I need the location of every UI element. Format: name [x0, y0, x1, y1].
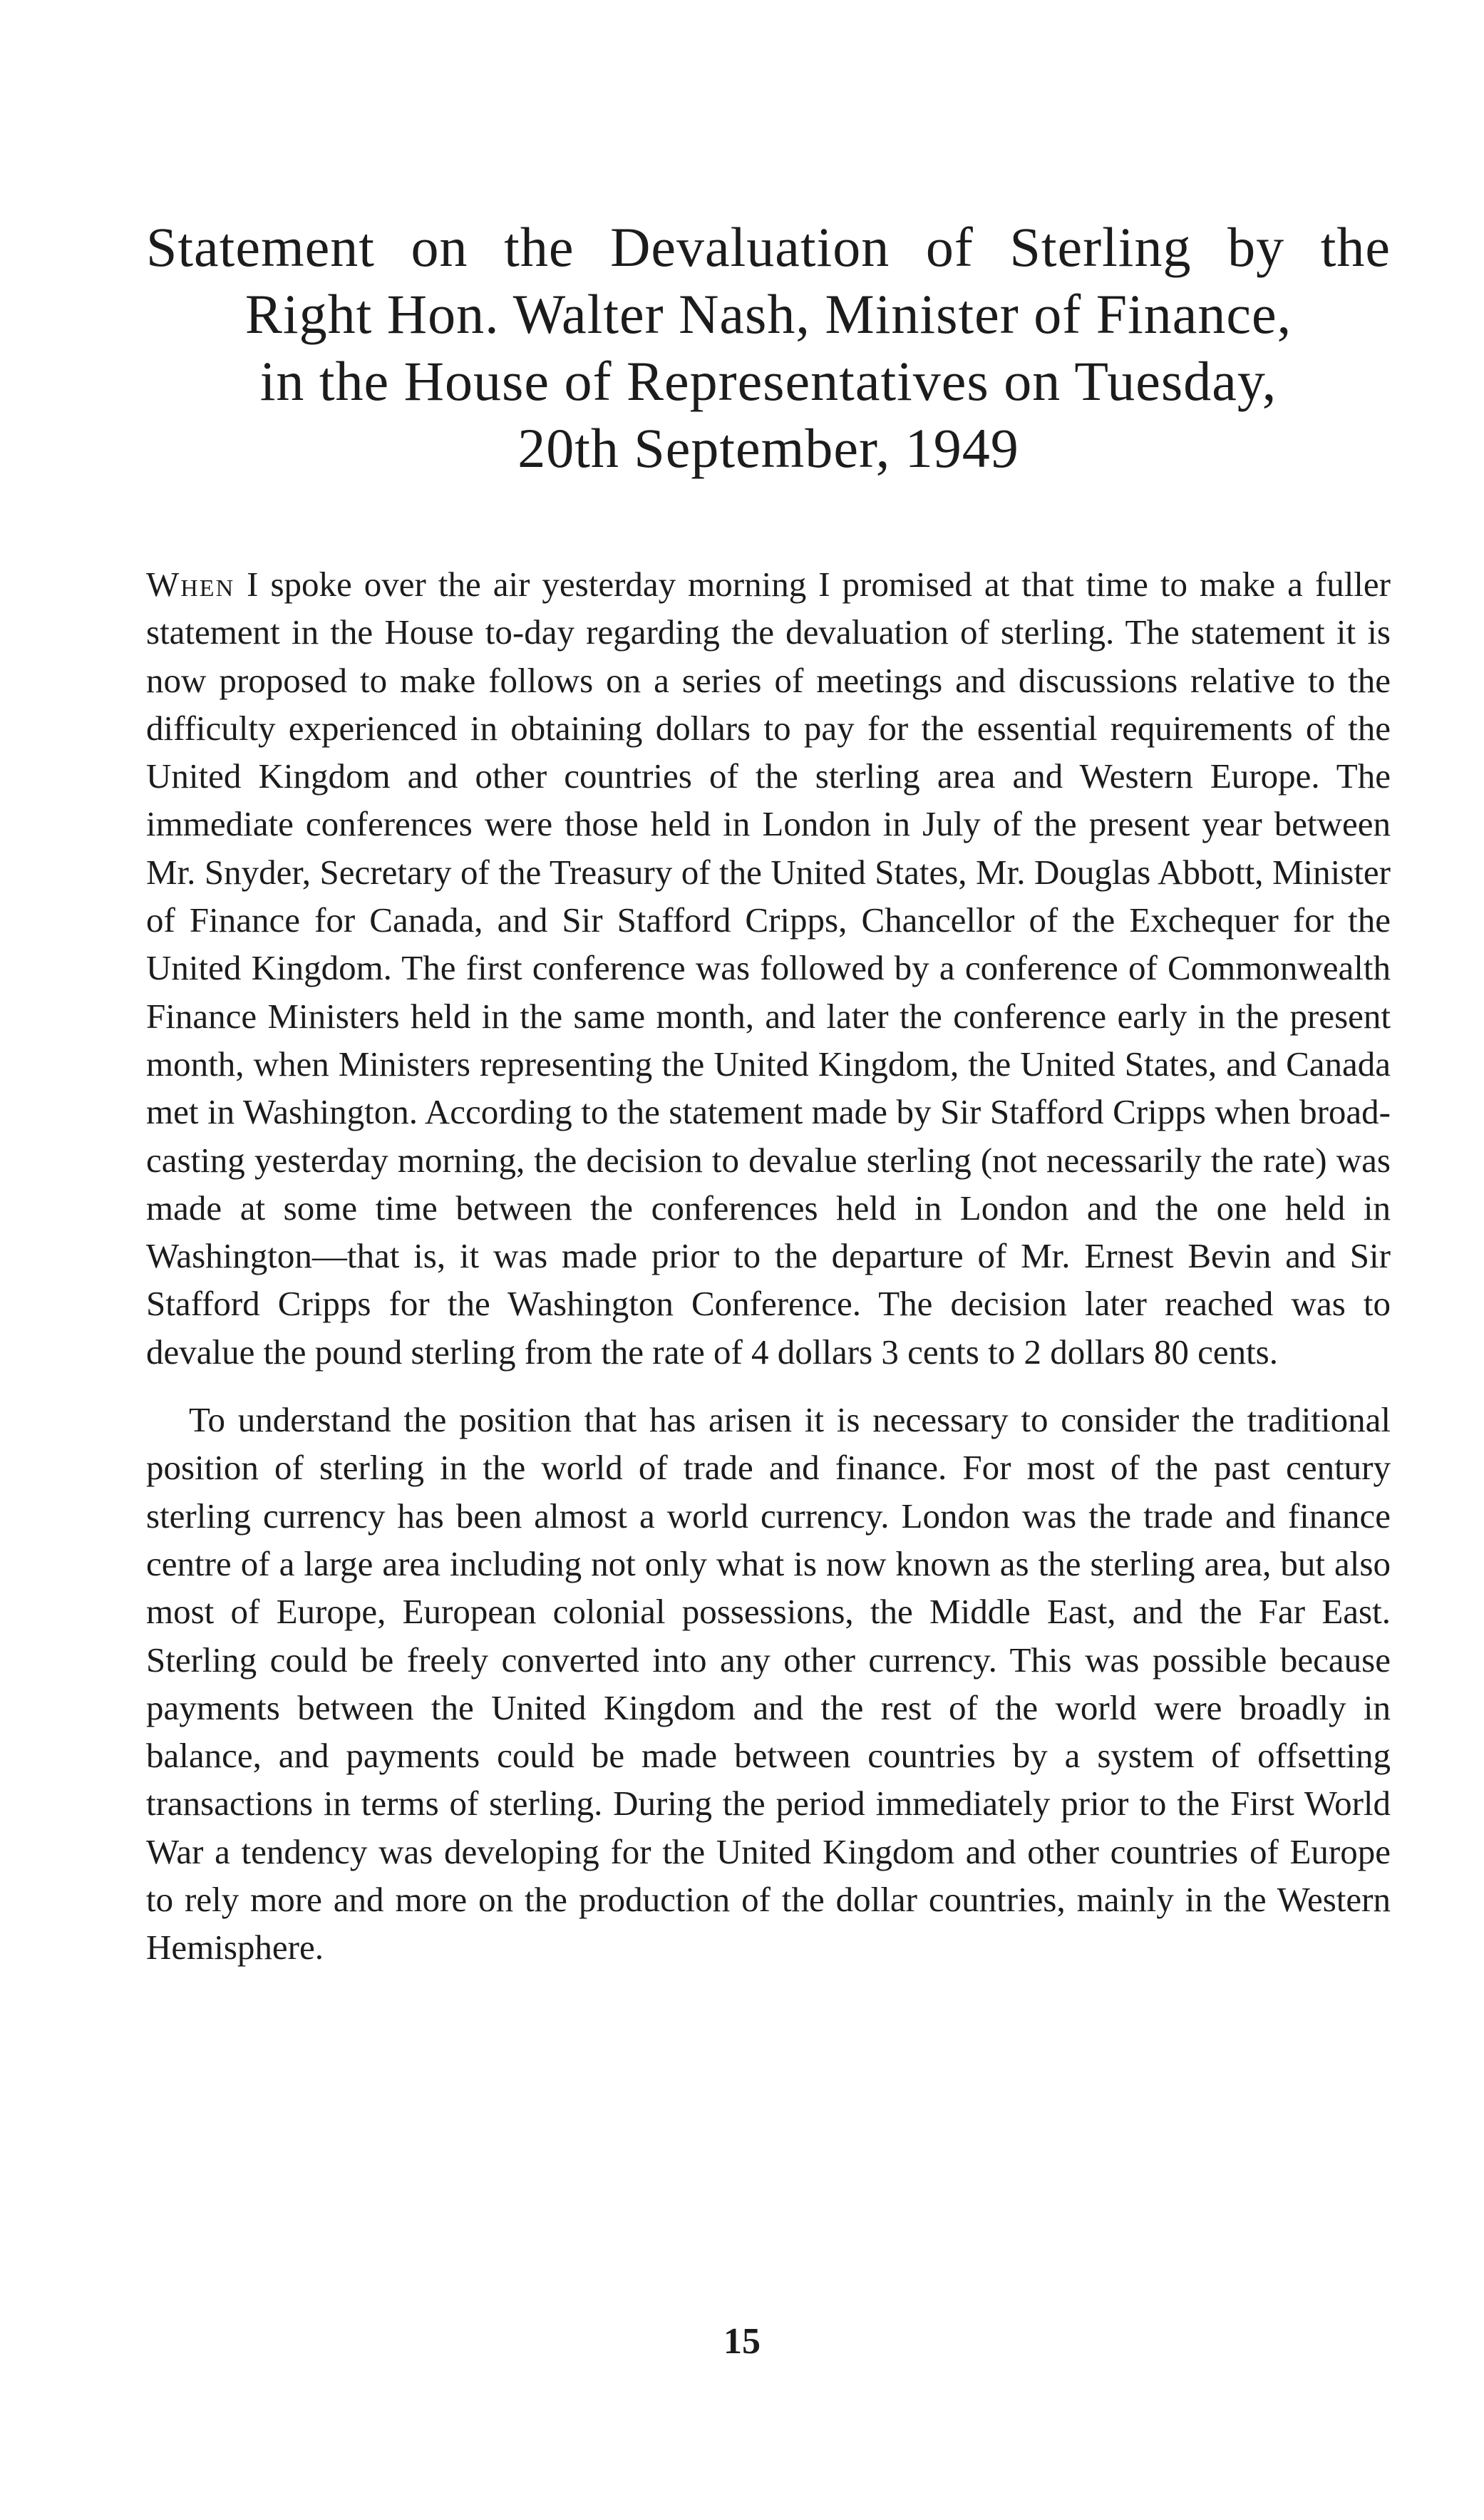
document-page — [146, 214, 1391, 1972]
page-title — [146, 214, 1391, 482]
title-line-1: Statement on the Devaluation of Sterling by the — [146, 216, 1391, 278]
title-line-2: Right Hon. Walter Nash, Minister of Finance, — [244, 283, 1292, 345]
title-line-4: 20th September, 1949 — [517, 417, 1019, 479]
paragraph-1-text: I spoke over the air yesterday morning I promised at that time to make a fuller statement in the House to-day regarding the devaluation of sterling. The statement it is now proposed to make follows on a series of meetings and discussions relative to the difficulty experienced in obtaining dollars to pay for the essential requirements of the United Kingdom and other countries of the sterling area and Western Europe. The immediate conferences were those held in London in July of the present year between Mr. Snyder, Secretary of the Treasury of the United States, Mr. Douglas Abbott, Minister of Finance for Canada, and Sir Stafford Cripps, Chancellor of the Exchequer for the United Kingdom. The first conference was followed by a conference of Commonwealth Finance Ministers held in the same month, and later the conference early in the present month, when Ministers representing the United Kingdom, the United States, and Canada met in Washington. According to the statement made by Sir Stafford Cripps when broadcasting yesterday morning, the decision to devalue sterling (not necessarily the rate) was made at some time between the conferences held in London and the one held in Washington—that is, it was made prior to the departure of Mr. Ernest Bevin and Sir Stafford Cripps for the Washington Conference. The decision later reached was to devalue the pound sterling from the rate of 4 dollars 3 cents to 2 dollars 80 cents. — [146, 565, 1391, 1372]
paragraph-1-lead-word: When — [146, 565, 235, 604]
page-number: 15 — [723, 2321, 761, 2362]
paragraph-2: To understand the position that has arisen it is necessary to consider the traditional position of sterling in the world of trade and finance. For most of the past century sterling currency has been almost a world currency. London was the trade and finance centre of a large area including not only what is now known as the sterling area, but also most of Europe, European colonial possessions, the Middle East, and the Far East. Sterling could be freely converted into any other currency. This was possible because payments between the United Kingdom and the rest of the world were broadly in balance, and payments could be made between countries by a system of offsetting transactions in terms of sterling. During the period immediately prior to the First World War a tendency was developing for the United Kingdom and other countries of Europe to rely more and more on the production of the dollar countries, mainly in the Western Hemisphere. — [146, 1400, 1391, 1968]
paragraph-1 — [146, 560, 1391, 1376]
title-line-3: in the House of Representatives on Tuesday, — [259, 350, 1277, 412]
